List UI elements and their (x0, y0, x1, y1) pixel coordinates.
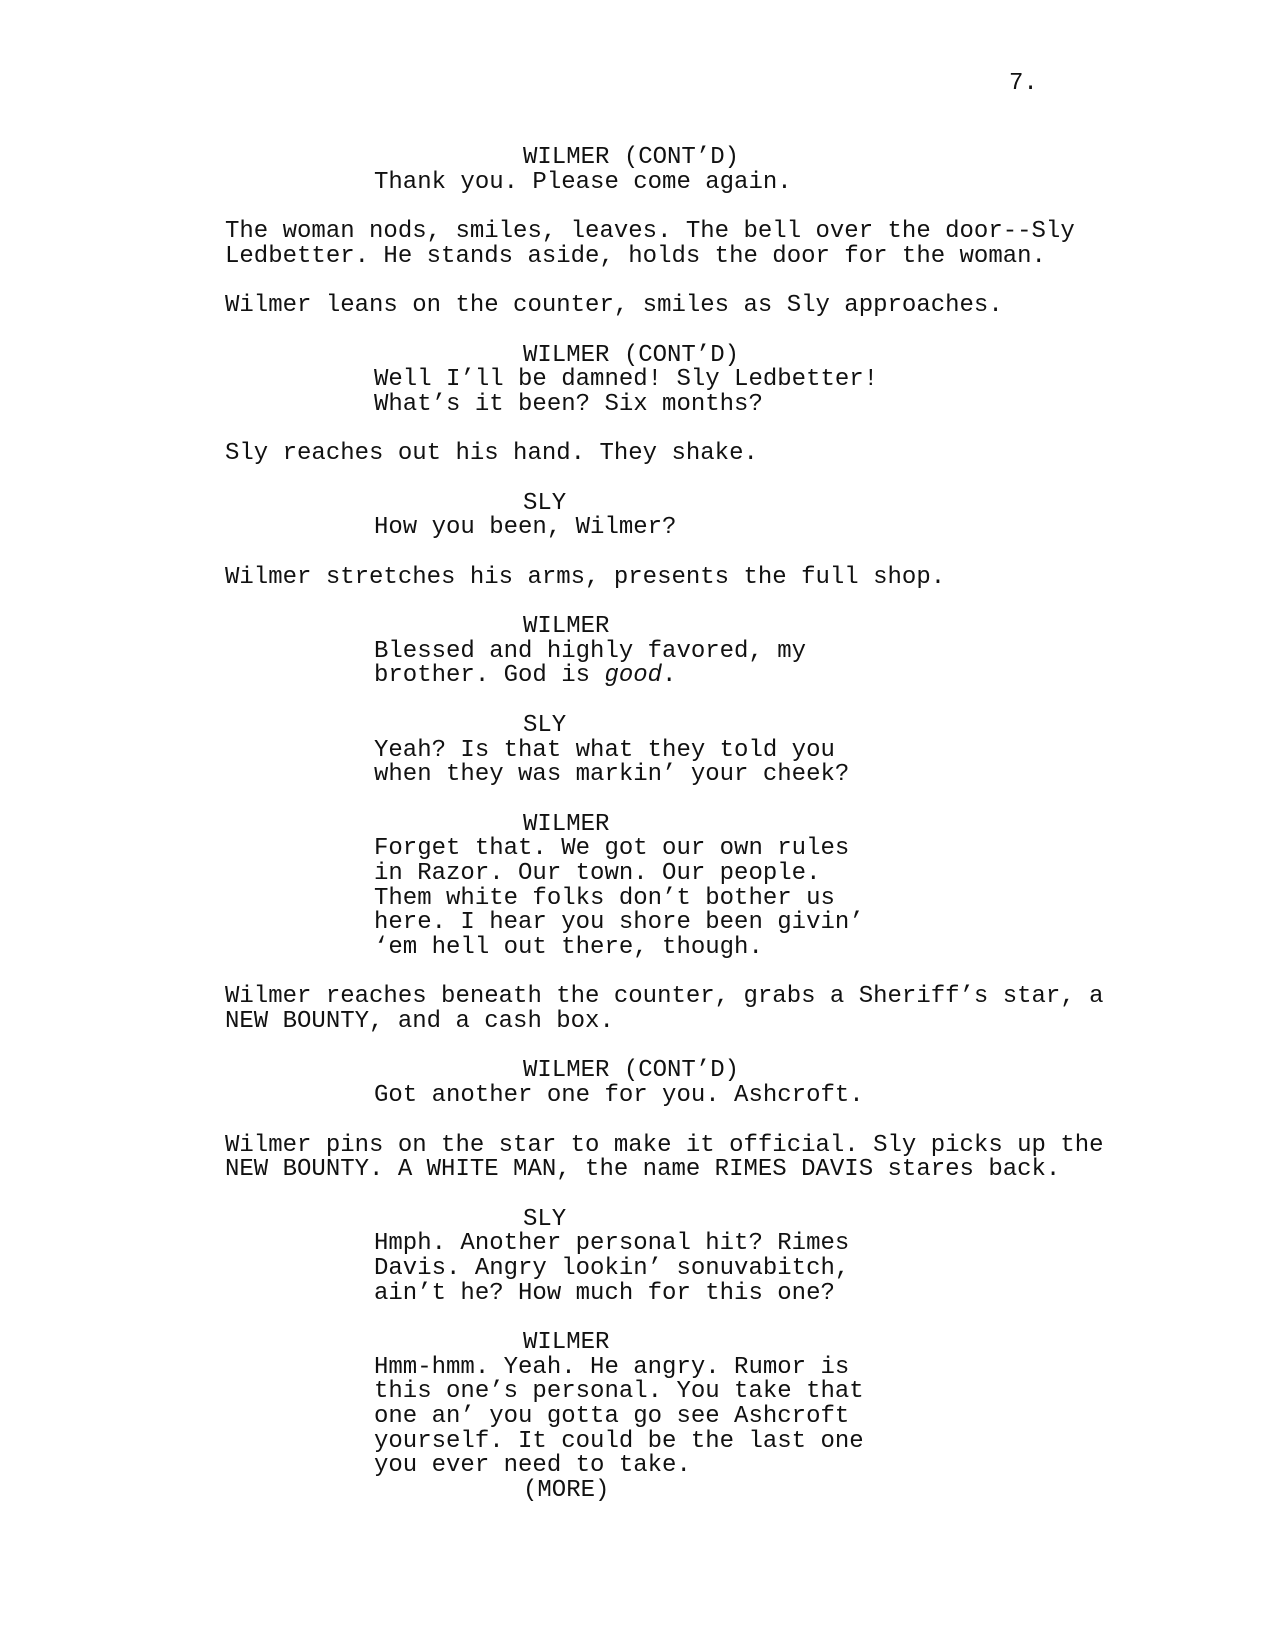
action-line: NEW BOUNTY, and a cash box. (225, 1008, 614, 1036)
dialogue-line: How you been, Wilmer? (374, 514, 677, 542)
character-cue: SLY (523, 489, 567, 517)
dialogue-line: you ever need to take. (374, 1452, 691, 1480)
blank-line (0, 788, 1275, 813)
blank-line (0, 541, 1275, 566)
blank-line (0, 1109, 1275, 1134)
dialogue-line: Hmph. Another personal hit? Rimes (374, 1230, 850, 1258)
dialogue-text: . (662, 662, 677, 690)
blank-line (0, 195, 1275, 220)
action-line: Sly reaches out his hand. They shake. (225, 440, 758, 468)
dialogue-line: Forget that. We got our own rules (374, 835, 850, 863)
dialogue-line: Thank you. Please come again. (374, 168, 792, 196)
dialogue-line: Well I’ll be damned! Sly Ledbetter! (374, 366, 879, 394)
dialogue-text: brother. God is (374, 662, 605, 690)
blank-line (0, 269, 1275, 294)
dialogue-line: What’s it been? Six months? (374, 390, 763, 418)
action-line: The woman nods, smiles, leaves. The bell over the door--Sly (225, 218, 1075, 246)
blank-line (0, 319, 1275, 344)
action-line: Wilmer stretches his arms, presents the full shop. (225, 563, 946, 591)
blank-line (0, 590, 1275, 615)
blank-line (0, 1035, 1275, 1060)
action-line: NEW BOUNTY. A WHITE MAN, the name RIMES DAVIS stares back. (225, 1156, 1061, 1184)
script-body (0, 146, 1275, 1504)
page-number: 7. (1009, 70, 1038, 97)
dialogue-line: yourself. It could be the last one (374, 1427, 864, 1455)
more-marker: (MORE) (523, 1477, 610, 1505)
character-cue: WILMER (CONT’D) (523, 341, 740, 369)
blank-line (0, 1306, 1275, 1331)
action-line: Wilmer reaches beneath the counter, grabs a Sheriff’s star, a (225, 983, 1104, 1011)
action-line: Wilmer leans on the counter, smiles as Sly approaches. (225, 292, 1003, 320)
dialogue-line: one an’ you gotta go see Ashcroft (374, 1403, 850, 1431)
character-cue: SLY (523, 1205, 567, 1233)
dialogue-line: this one’s personal. You take that (374, 1378, 864, 1406)
blank-line (0, 467, 1275, 492)
dialogue-line: Hmm-hmm. Yeah. He angry. Rumor is (374, 1353, 850, 1381)
action-line: Wilmer pins on the star to make it official. Sly picks up the (225, 1131, 1104, 1159)
dialogue-line (374, 664, 1275, 689)
character-cue: WILMER (523, 613, 610, 641)
character-cue: WILMER (523, 810, 610, 838)
dialogue-line: in Razor. Our town. Our people. (374, 859, 821, 887)
dialogue-line: Davis. Angry lookin’ sonuvabitch, (374, 1254, 850, 1282)
blank-line (0, 689, 1275, 714)
dialogue-line: ‘em hell out there, though. (374, 934, 763, 961)
dialogue-line: here. I hear you shore been givin’ (374, 909, 864, 937)
blank-line (0, 961, 1275, 986)
dialogue-line: when they was markin’ your cheek? (374, 761, 850, 789)
character-cue: WILMER (CONT’D) (523, 1057, 740, 1085)
dialogue-line: Blessed and highly favored, my (374, 637, 807, 665)
character-cue: WILMER (523, 1329, 610, 1356)
character-cue: WILMER (CONT’D) (523, 144, 740, 171)
blank-line (0, 1183, 1275, 1208)
dialogue-emphasis: good (604, 662, 663, 690)
blank-line (0, 418, 1275, 443)
character-cue: SLY (523, 711, 567, 739)
dialogue-line: Got another one for you. Ashcroft. (374, 1082, 864, 1110)
dialogue-line: Yeah? Is that what they told you (374, 736, 835, 764)
action-line: Ledbetter. He stands aside, holds the door for the woman. (225, 242, 1046, 270)
dialogue-line: ain’t he? How much for this one? (374, 1279, 835, 1307)
dialogue-line: Them white folks don’t bother us (374, 884, 835, 912)
